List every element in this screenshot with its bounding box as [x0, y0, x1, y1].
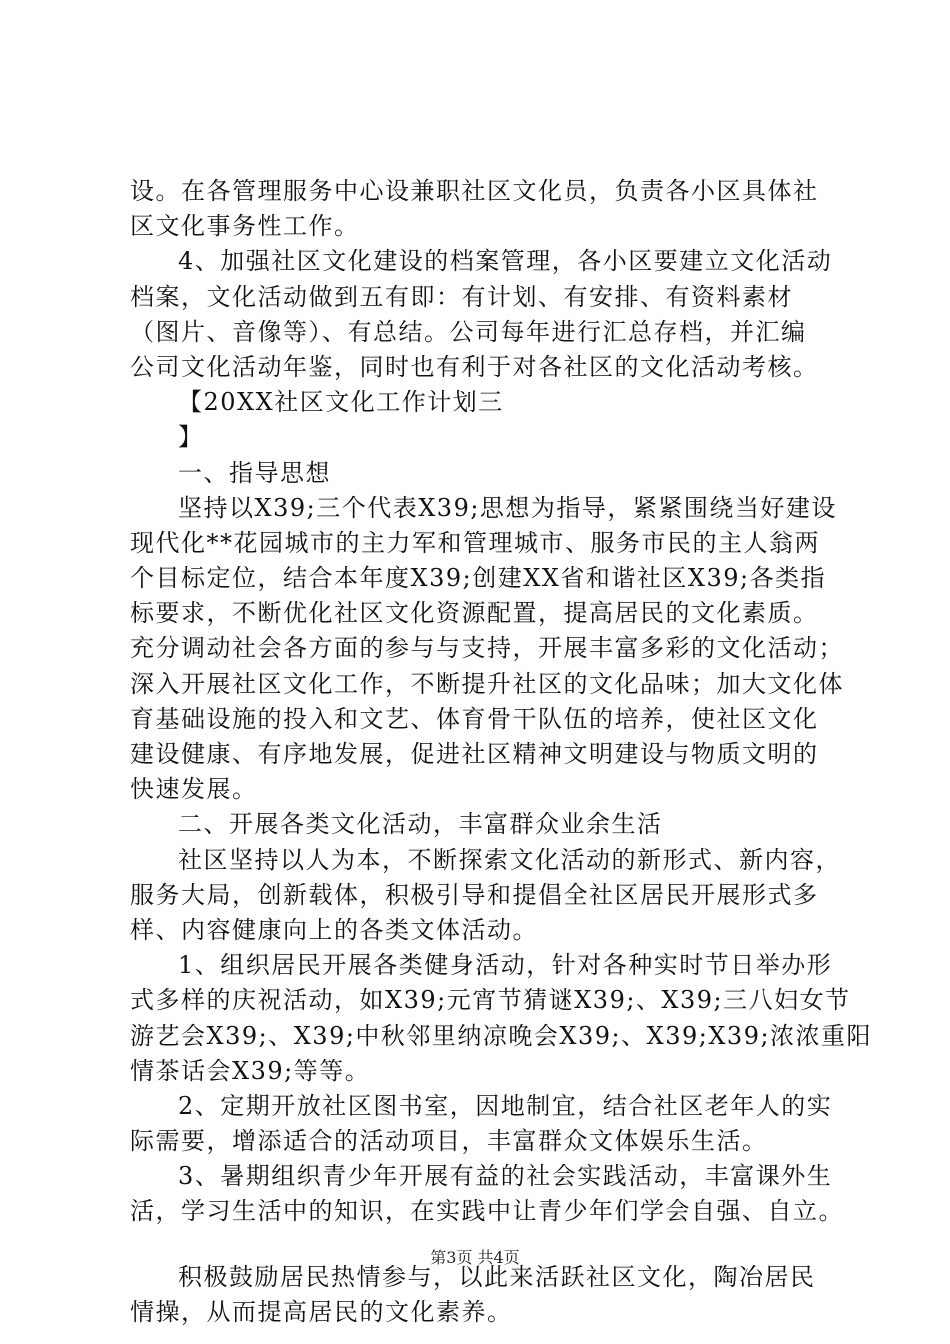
text-line: 坚持以X39;三个代表X39;思想为指导，紧紧围绕当好建设 [178, 493, 837, 522]
text-line: 个目标定位，结合本年度X39;创建XX省和谐社区X39;各类指 [130, 564, 827, 593]
text-line: 档案，文化活动做到五有即：有计划、有安排、有资料素材 [130, 282, 793, 311]
text-line: 情茶话会X39;等等。 [130, 1056, 371, 1085]
text-line: 活，学习生活中的知识，在实践中让青少年们学会自强、自立。 [130, 1197, 844, 1226]
text-line: 积极鼓励居民热情参与，以此来活跃社区文化，陶冶居民 [178, 1262, 816, 1291]
subsection-heading: 二、开展各类文化活动，丰富群众业余生活 [178, 810, 663, 839]
page-number-footer: 第3页 共4页 [430, 1248, 520, 1267]
text-line: 充分调动社会各方面的参与与支持，开展丰富多彩的文化活动； [130, 634, 844, 663]
text-line: 服务大局，创新载体，积极引导和提倡全社区居民开展形式多 [130, 880, 819, 909]
section-heading-bracket: 】 [178, 423, 204, 452]
text-line: 1、组织居民开展各类健身活动，针对各种实时节日举办形 [178, 951, 833, 980]
text-line: 公司文化活动年鉴，同时也有利于对各社区的文化活动考核。 [130, 352, 819, 381]
text-line: 式多样的庆祝活动，如X39;元宵节猜谜X39;、X39;三八妇女节 [130, 986, 851, 1015]
text-line: 标要求，不断优化社区文化资源配置，提高居民的文化素质。 [130, 599, 819, 628]
text-line: （图片、音像等）、有总结。公司每年进行汇总存档，并汇编 [130, 317, 807, 346]
subsection-heading: 一、指导思想 [178, 458, 331, 487]
section-heading: 【20XX社区文化工作计划三 [178, 388, 504, 417]
document-body [130, 174, 873, 1330]
text-line: 快速发展。 [130, 775, 258, 804]
text-line: 际需要，增添适合的活动项目，丰富群众文体娱乐生活。 [130, 1127, 768, 1156]
text-line: 建设健康、有序地发展，促进社区精神文明建设与物质文明的 [130, 740, 819, 768]
text-line: 深入开展社区文化工作，不断提升社区的文化品味；加大文化体 [130, 669, 844, 698]
text-line: 育基础设施的投入和文艺、体育骨干队伍的培养，使社区文化 [130, 704, 819, 733]
text-line: 3、暑期组织青少年开展有益的社会实践活动，丰富课外生 [178, 1162, 833, 1191]
text-line: 情操，从而提高居民的文化素养。 [130, 1297, 513, 1326]
text-line: 区文化事务性工作。 [130, 212, 360, 241]
text-line: 设。在各管理服务中心设兼职社区文化员，负责各小区具体社 [130, 177, 819, 205]
text-line: 2、定期开放社区图书室，因地制宜，结合社区老年人的实 [178, 1091, 833, 1120]
text-line: 样、内容健康向上的各类文体活动。 [130, 915, 538, 944]
text-line: 社区坚持以人为本，不断探索文化活动的新形式、新内容， [178, 845, 841, 874]
text-line: 4、加强社区文化建设的档案管理，各小区要建立文化活动 [178, 247, 833, 276]
text-line: 现代化**花园城市的主力军和管理城市、服务市民的主人翁两 [130, 528, 820, 557]
text-line: 游艺会X39;、X39;中秋邻里纳凉晚会X39;、X39;X39;浓浓重阳 [130, 1021, 873, 1050]
